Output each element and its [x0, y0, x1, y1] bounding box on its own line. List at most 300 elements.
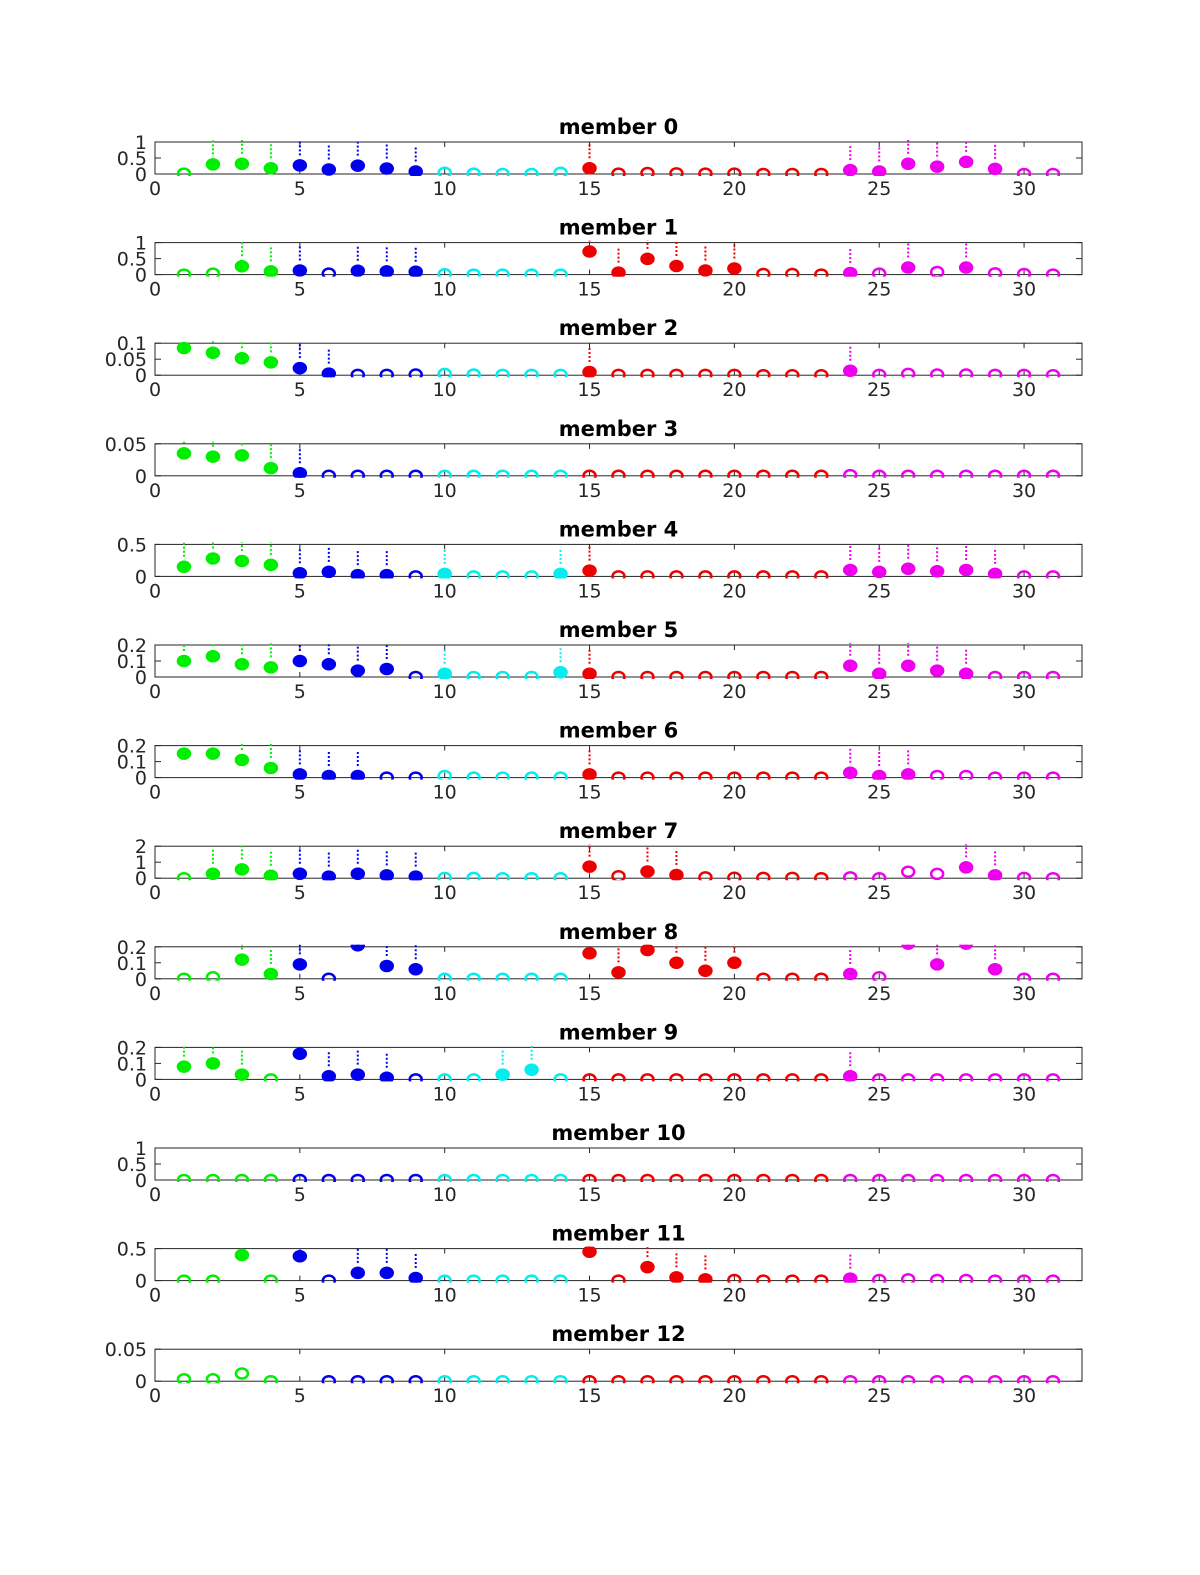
x-tick-label: 5: [293, 1184, 306, 1206]
x-tick-label: 30: [1011, 580, 1037, 603]
x-tick-label: 20: [722, 681, 747, 703]
data-point: [931, 1275, 943, 1285]
x-tick-label: 10: [432, 278, 457, 301]
subplot-11: [117, 1222, 1082, 1307]
x-tick-label: 30: [1011, 1083, 1037, 1106]
data-point: [931, 370, 943, 380]
data-point: [207, 159, 219, 169]
y-tick-label: 0: [134, 968, 147, 991]
data-point: [236, 1369, 248, 1379]
subplot-8: [117, 920, 1082, 1005]
x-tick-label: 10: [432, 178, 457, 200]
x-tick-label: 30: [1011, 882, 1037, 905]
data-point: [526, 1065, 538, 1075]
x-tick-label: 0: [148, 781, 162, 804]
data-point: [381, 664, 393, 674]
subplot-0: [117, 115, 1082, 200]
y-tick-label: 0: [134, 1170, 147, 1192]
data-point: [584, 669, 596, 679]
data-point: [236, 864, 248, 874]
x-tick-label: 0: [148, 982, 162, 1005]
data-point: [294, 160, 306, 170]
data-point: [584, 948, 596, 958]
x-tick-label: 10: [432, 681, 457, 703]
x-tick-label: 30: [1011, 1385, 1037, 1408]
x-tick-label: 5: [293, 278, 306, 301]
subplot-9: [117, 1020, 1082, 1105]
x-tick-label: 0: [148, 580, 162, 603]
data-point: [294, 568, 306, 578]
data-point: [844, 661, 856, 671]
data-point: [960, 370, 972, 380]
x-tick-label: 15: [577, 1385, 602, 1408]
x-tick-label: 25: [867, 379, 892, 402]
data-point: [294, 1251, 306, 1261]
x-tick-label: 10: [432, 781, 457, 804]
data-point: [960, 669, 972, 679]
data-point: [207, 452, 219, 462]
data-point: [902, 159, 914, 169]
x-tick-label: 10: [432, 882, 457, 905]
x-tick-label: 25: [867, 580, 892, 603]
x-tick-label: 30: [1011, 982, 1037, 1005]
x-tick-label: 10: [432, 379, 457, 402]
x-tick-label: 15: [577, 681, 602, 703]
data-point: [902, 1274, 914, 1284]
x-tick-label: 15: [577, 781, 602, 804]
data-point: [931, 771, 943, 781]
data-point: [352, 666, 364, 676]
data-point: [960, 1275, 972, 1285]
x-tick-label: 15: [577, 982, 602, 1005]
y-tick-label: 0: [134, 465, 147, 488]
data-point: [844, 565, 856, 575]
data-point: [236, 659, 248, 669]
data-point: [960, 565, 972, 575]
data-point: [844, 470, 856, 480]
data-point: [236, 353, 248, 363]
x-tick-label: 20: [722, 379, 747, 402]
data-point: [265, 662, 277, 672]
data-point: [844, 366, 856, 376]
data-point: [613, 967, 625, 977]
y-tick-label: 0: [134, 365, 147, 388]
subplot-title: member 8: [558, 919, 679, 944]
data-point: [439, 569, 451, 579]
data-point: [555, 569, 567, 579]
data-point: [178, 1062, 190, 1072]
data-point: [844, 768, 856, 778]
data-point: [178, 448, 190, 458]
x-tick-label: 25: [867, 178, 892, 200]
subplot-title: member 2: [558, 316, 679, 341]
data-point: [989, 569, 1001, 579]
x-tick-label: 5: [293, 580, 306, 603]
data-point: [178, 1374, 190, 1384]
x-tick-label: 10: [432, 1284, 457, 1307]
data-point: [497, 1070, 509, 1080]
subplot-title: member 5: [558, 618, 679, 642]
y-tick-label: 0.05: [104, 433, 147, 456]
data-point: [178, 562, 190, 572]
data-point: [352, 1070, 364, 1080]
x-tick-label: 30: [1011, 681, 1037, 703]
data-point: [584, 367, 596, 377]
x-tick-label: 25: [867, 1184, 892, 1206]
x-tick-label: 0: [148, 1284, 162, 1307]
data-point: [757, 269, 769, 279]
data-point: [989, 268, 1001, 278]
data-point: [699, 265, 711, 275]
data-point: [207, 269, 219, 279]
x-tick-label: 10: [432, 1083, 457, 1106]
x-tick-label: 0: [148, 178, 162, 200]
x-tick-label: 15: [577, 379, 602, 402]
y-tick-label: 0: [134, 868, 147, 891]
data-point: [844, 1071, 856, 1081]
x-tick-label: 15: [577, 278, 602, 301]
data-point: [931, 869, 943, 879]
data-point: [381, 1268, 393, 1278]
subplot-title: member 1: [558, 215, 679, 240]
x-tick-label: 15: [577, 1284, 602, 1307]
x-tick-label: 15: [577, 882, 602, 905]
y-tick-label: 1: [134, 852, 147, 875]
data-point: [236, 1250, 248, 1260]
y-tick-label: 0.5: [116, 148, 147, 170]
data-point: [960, 157, 972, 167]
y-tick-label: 0: [134, 264, 147, 287]
x-tick-label: 20: [722, 1284, 747, 1307]
x-tick-label: 30: [1011, 178, 1037, 200]
x-tick-label: 5: [293, 882, 306, 905]
data-point: [584, 769, 596, 779]
data-point: [641, 866, 653, 876]
data-point: [670, 168, 682, 178]
data-point: [670, 958, 682, 968]
data-point: [236, 1070, 248, 1080]
x-tick-label: 25: [867, 882, 892, 905]
data-point: [584, 566, 596, 576]
data-point: [613, 268, 625, 278]
data-point: [323, 165, 335, 175]
data-points: [178, 138, 1059, 179]
y-tick-label: 0.1: [116, 952, 147, 975]
data-point: [960, 939, 972, 949]
x-tick-label: 5: [293, 379, 306, 402]
x-tick-label: 30: [1011, 781, 1037, 804]
data-point: [352, 161, 364, 171]
data-point: [902, 564, 914, 574]
data-point: [844, 268, 856, 278]
data-point: [555, 667, 567, 677]
data-point: [294, 869, 306, 879]
data-point: [641, 1262, 653, 1272]
x-tick-label: 0: [148, 278, 162, 301]
y-tick-label: 0.5: [116, 534, 147, 557]
x-tick-label: 20: [722, 1083, 747, 1106]
data-point: [873, 166, 885, 176]
x-tick-label: 10: [432, 982, 457, 1005]
x-tick-label: 25: [867, 781, 892, 804]
y-tick-label: 0: [134, 164, 147, 186]
data-point: [931, 666, 943, 676]
data-point: [236, 755, 248, 765]
data-point: [178, 656, 190, 666]
x-tick-label: 20: [722, 278, 747, 301]
x-tick-label: 10: [432, 580, 457, 603]
subplot-5: [117, 618, 1082, 703]
x-tick-label: 30: [1011, 278, 1037, 301]
data-point: [410, 1273, 422, 1283]
x-tick-label: 0: [148, 479, 162, 502]
x-tick-label: 5: [293, 982, 306, 1005]
data-point: [555, 168, 567, 178]
data-point: [294, 363, 306, 373]
data-point: [699, 1274, 711, 1284]
data-point: [468, 370, 480, 380]
x-tick-label: 20: [722, 479, 747, 502]
y-tick-label: 0.1: [116, 751, 147, 774]
data-point: [960, 771, 972, 781]
y-tick-label: 0.05: [104, 349, 147, 372]
x-tick-label: 20: [722, 178, 747, 200]
subplot-title: member 4: [558, 517, 679, 542]
y-tick-label: 0.5: [116, 1154, 147, 1176]
x-tick-label: 30: [1011, 1184, 1037, 1206]
data-point: [989, 964, 1001, 974]
x-tick-label: 10: [432, 479, 457, 502]
subplot-2: [105, 316, 1082, 401]
x-tick-label: 5: [293, 479, 306, 502]
data-point: [960, 263, 972, 273]
x-tick-label: 20: [722, 781, 747, 804]
data-point: [381, 164, 393, 174]
x-tick-label: 0: [148, 1184, 162, 1206]
data-point: [381, 870, 393, 880]
data-point: [381, 961, 393, 971]
x-tick-label: 0: [148, 681, 162, 703]
data-point: [902, 661, 914, 671]
data-point: [294, 769, 306, 779]
data-point: [931, 566, 943, 576]
data-point: [265, 560, 277, 570]
data-point: [207, 348, 219, 358]
subplot-title: member 11: [551, 1221, 686, 1246]
subplot-6: [117, 719, 1082, 804]
subplot-title: member 6: [558, 718, 679, 743]
subplot-title: member 9: [558, 1020, 679, 1045]
subplot-7: [135, 819, 1082, 904]
data-point: [786, 269, 798, 279]
data-point: [670, 261, 682, 271]
data-point: [236, 556, 248, 566]
data-point: [584, 163, 596, 173]
y-tick-label: 2: [134, 836, 147, 859]
data-point: [410, 964, 422, 974]
data-point: [323, 369, 335, 379]
x-tick-label: 20: [722, 1385, 747, 1408]
data-point: [178, 343, 190, 353]
data-point: [265, 163, 277, 173]
data-point: [410, 166, 422, 176]
x-tick-label: 15: [577, 178, 602, 200]
y-tick-label: 1: [134, 232, 147, 255]
data-point: [352, 869, 364, 879]
subplot-title: member 3: [558, 416, 679, 441]
data-point: [352, 771, 364, 781]
subplot-title: member 0: [558, 115, 679, 139]
y-tick-label: 0: [134, 1069, 147, 1092]
x-tick-label: 20: [722, 1184, 747, 1206]
x-tick-label: 0: [148, 379, 162, 402]
y-tick-label: 0: [134, 1371, 147, 1394]
data-point: [902, 939, 914, 949]
y-tick-label: 0: [134, 667, 147, 689]
x-tick-label: 25: [867, 1284, 892, 1307]
x-tick-label: 25: [867, 278, 892, 301]
x-tick-label: 0: [148, 1385, 162, 1408]
x-tick-label: 15: [577, 1083, 602, 1106]
data-point: [207, 749, 219, 759]
y-tick-label: 0.2: [116, 635, 147, 657]
x-tick-label: 0: [148, 1083, 162, 1106]
data-point: [641, 168, 653, 178]
data-point: [728, 958, 740, 968]
data-point: [873, 771, 885, 781]
data-point: [613, 871, 625, 881]
data-point: [323, 269, 335, 279]
data-point: [641, 945, 653, 955]
data-point: [207, 1058, 219, 1068]
subplot-12: [105, 1322, 1082, 1407]
x-tick-label: 20: [722, 580, 747, 603]
y-tick-label: 0.5: [116, 1238, 147, 1261]
y-tick-label: 0.1: [116, 1053, 147, 1076]
data-point: [960, 862, 972, 872]
data-point: [641, 254, 653, 264]
x-tick-label: 15: [577, 580, 602, 603]
data-point: [699, 872, 711, 882]
data-point: [236, 955, 248, 965]
x-tick-label: 25: [867, 1385, 892, 1408]
x-tick-label: 10: [432, 1184, 457, 1206]
y-tick-label: 0.1: [116, 651, 147, 673]
data-point: [323, 872, 335, 882]
data-points: [178, 843, 1059, 884]
y-tick-label: 0.1: [116, 333, 147, 356]
x-tick-label: 5: [293, 781, 306, 804]
data-point: [265, 763, 277, 773]
data-point: [265, 357, 277, 367]
data-point: [265, 871, 277, 881]
x-tick-label: 5: [293, 681, 306, 703]
x-tick-label: 15: [577, 479, 602, 502]
data-point: [265, 463, 277, 473]
data-point: [352, 266, 364, 276]
data-point: [410, 370, 422, 380]
x-tick-label: 25: [867, 479, 892, 502]
data-point: [699, 966, 711, 976]
y-tick-label: 0.2: [116, 936, 147, 959]
data-point: [236, 159, 248, 169]
data-points: [178, 534, 1059, 581]
y-tick-label: 1: [134, 1138, 147, 1160]
x-tick-label: 25: [867, 681, 892, 703]
x-tick-label: 5: [293, 1083, 306, 1106]
data-point: [207, 869, 219, 879]
y-tick-label: 0.2: [116, 735, 147, 758]
data-point: [323, 659, 335, 669]
data-point: [989, 164, 1001, 174]
data-point: [352, 940, 364, 950]
y-tick-label: 0.5: [116, 248, 147, 271]
data-point: [902, 769, 914, 779]
data-point: [294, 1049, 306, 1059]
subplot-1: [117, 216, 1082, 301]
data-point: [670, 870, 682, 880]
subplot-4: [117, 517, 1082, 602]
data-point: [323, 567, 335, 577]
data-point: [236, 450, 248, 460]
data-point: [873, 669, 885, 679]
data-point: [584, 862, 596, 872]
x-tick-label: 5: [293, 178, 306, 200]
x-tick-label: 25: [867, 1083, 892, 1106]
x-tick-label: 0: [148, 882, 162, 905]
data-point: [902, 369, 914, 379]
data-point: [670, 1272, 682, 1282]
data-point: [207, 553, 219, 563]
x-tick-label: 30: [1011, 1284, 1037, 1307]
data-point: [410, 872, 422, 882]
x-tick-label: 5: [293, 1385, 306, 1408]
subplot-title: member 7: [558, 819, 679, 844]
data-point: [207, 651, 219, 661]
data-point: [844, 872, 856, 882]
data-point: [873, 567, 885, 577]
subplot-3: [105, 417, 1082, 502]
data-point: [728, 264, 740, 274]
data-point: [207, 972, 219, 982]
subplot-10: [117, 1121, 1082, 1206]
data-point: [207, 1374, 219, 1384]
data-point: [410, 267, 422, 277]
y-tick-label: 0.2: [116, 1037, 147, 1060]
x-tick-label: 30: [1011, 379, 1037, 402]
subplot-title: member 12: [551, 1322, 686, 1347]
data-point: [323, 1071, 335, 1081]
data-point: [265, 266, 277, 276]
y-tick-label: 0: [134, 1270, 147, 1293]
y-tick-label: 0.05: [104, 1339, 147, 1362]
data-point: [902, 263, 914, 273]
y-tick-label: 0: [134, 767, 147, 790]
x-tick-label: 5: [293, 1284, 306, 1307]
data-point: [381, 266, 393, 276]
x-tick-label: 30: [1011, 479, 1037, 502]
data-point: [294, 265, 306, 275]
data-point: [352, 1268, 364, 1278]
x-tick-label: 10: [432, 1385, 457, 1408]
x-tick-label: 15: [577, 1184, 602, 1206]
data-point: [323, 771, 335, 781]
y-tick-label: 1: [134, 132, 147, 154]
data-point: [178, 749, 190, 759]
x-tick-label: 20: [722, 982, 747, 1005]
data-point: [844, 1274, 856, 1284]
y-tick-label: 0: [134, 566, 147, 589]
